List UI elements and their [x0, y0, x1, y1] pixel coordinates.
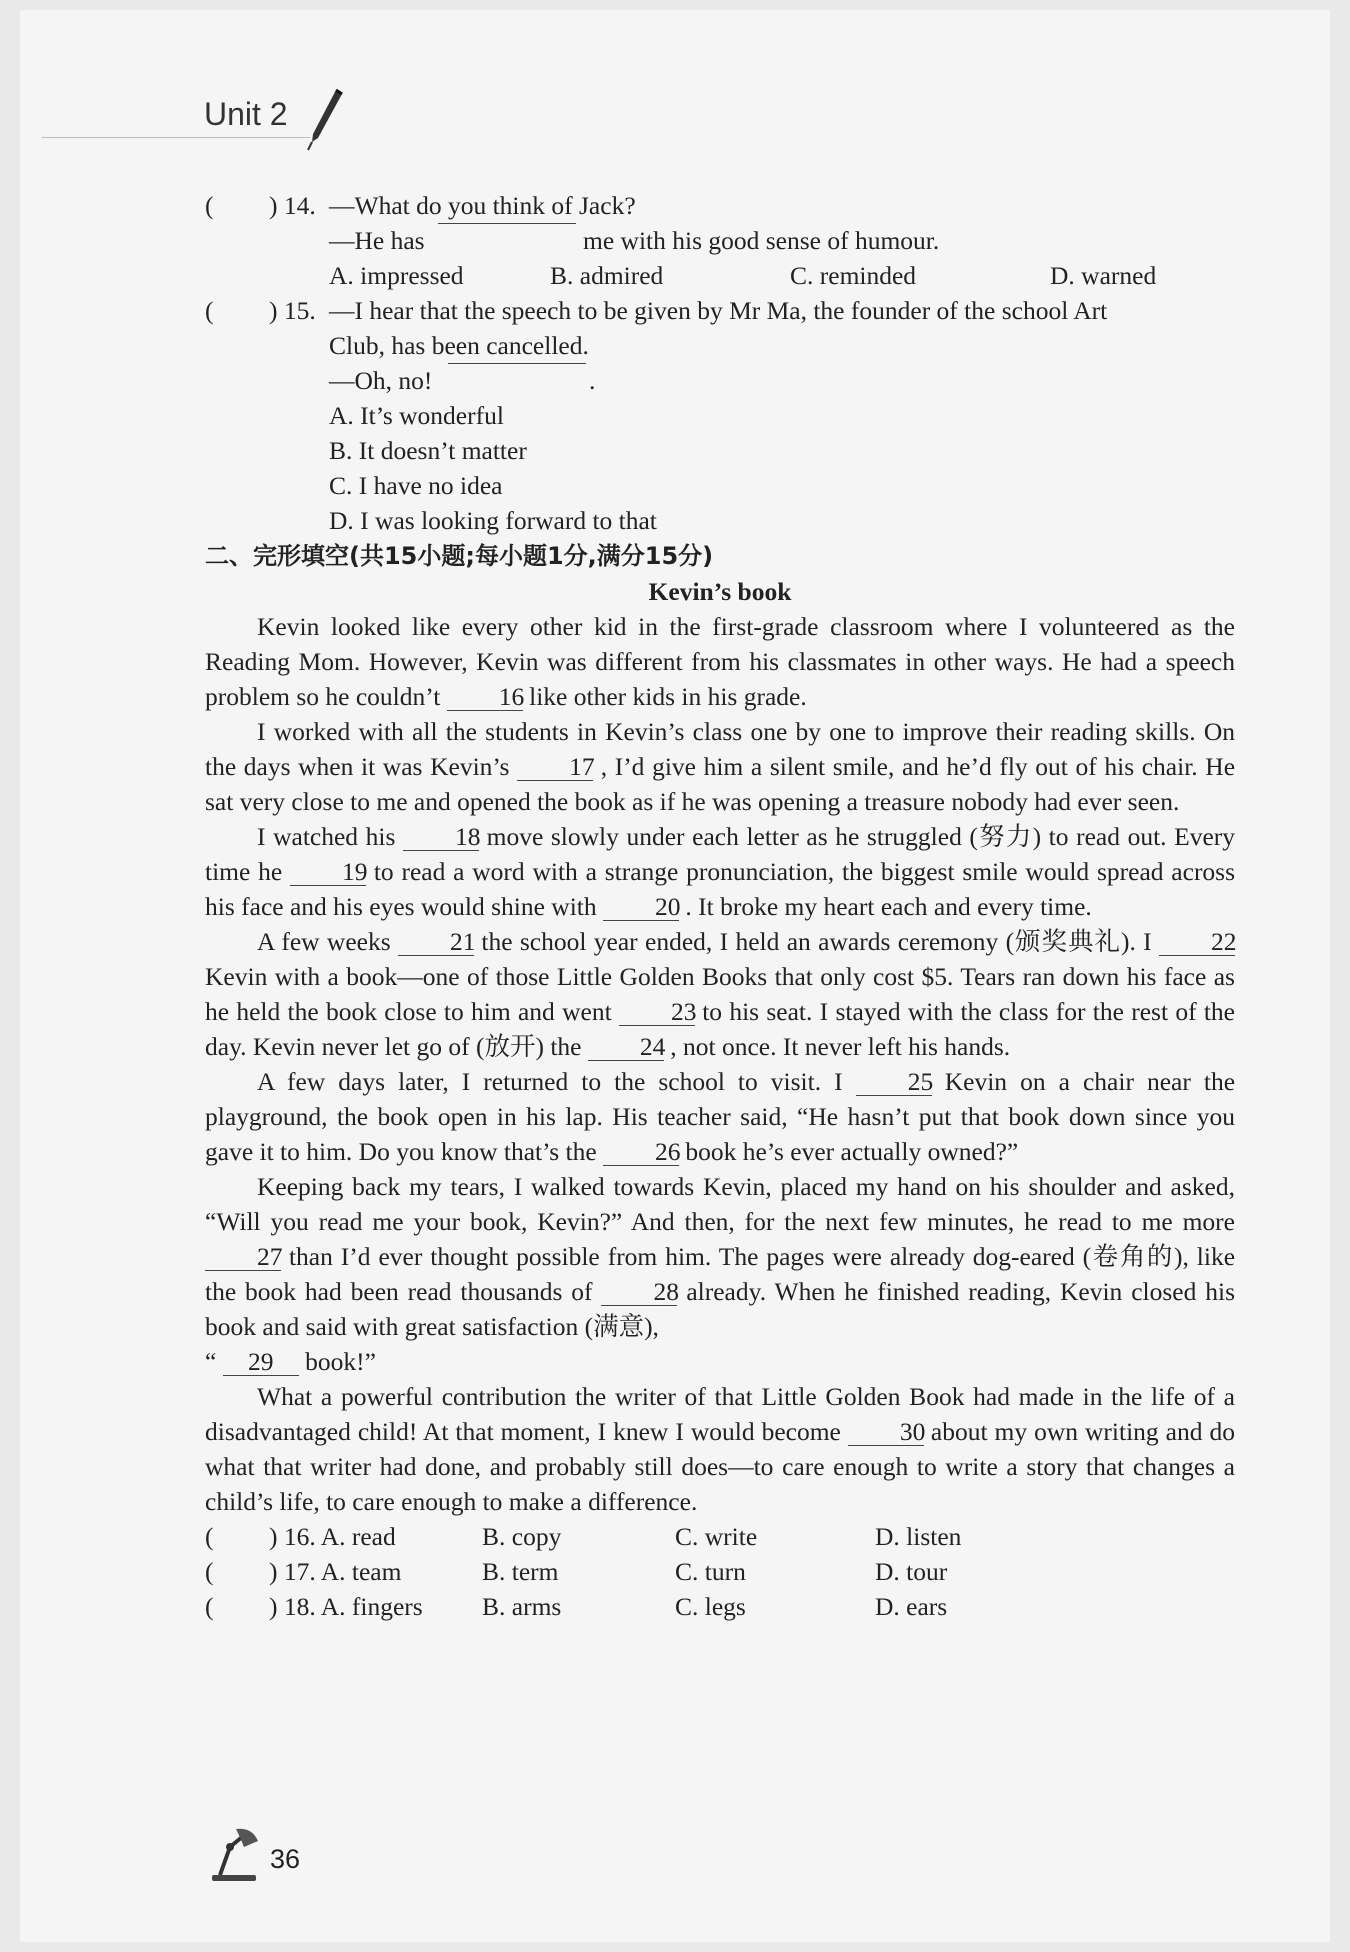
passage-text: to read a word with a strange pronunciation, the biggest smile would spread across his face and his eyes would shine with — [205, 857, 1236, 921]
blank-21[interactable]: 21 — [398, 929, 474, 956]
passage-text: I worked with all the students in Kevin’s class one by one to improve their reading skills. On the days when it was Kevin’s — [205, 717, 1235, 781]
passage-text: already. When he finished reading, Kevin closed his book and said with great satisfaction (满意), — [205, 1277, 1235, 1341]
blank-20[interactable]: 20 — [603, 894, 679, 921]
blank-25[interactable]: 25 — [856, 1069, 932, 1096]
option-b: B. copy — [482, 1522, 562, 1551]
option-d: D. ears — [875, 1592, 948, 1621]
option-c: C. write — [675, 1522, 758, 1551]
header-rule — [42, 137, 310, 138]
desk-lamp-icon — [206, 1825, 266, 1885]
answer-blank[interactable] — [448, 363, 586, 364]
option-d: D. tour — [875, 1557, 948, 1586]
option-b: B. term — [482, 1557, 559, 1586]
answer-options — [205, 1519, 1235, 1624]
paragraph — [205, 1064, 1235, 1169]
option-paren[interactable]: ( — [205, 1557, 214, 1586]
passage-text: move slowly under each letter as he struggled (努力) to read out. Every time he — [205, 822, 1236, 886]
page-sheet — [20, 10, 1330, 1942]
option-num: ) 18. A. fingers — [269, 1592, 423, 1621]
paragraph — [205, 609, 1235, 714]
blank-22[interactable]: 22 — [1159, 929, 1235, 956]
option-c: C. legs — [675, 1592, 746, 1621]
content: ( ) 14. —What do you think of Jack? —He has me with his good sense of humour. A. impressed B. admired C. reminded D. warned ( ) 15. —I hear that the speech to be given by Mr Ma, the founder of the school Art Club, has been cancelled. —Oh, no! . A. It’s wonderful B. It doesn’t matter C. I have no idea D. I was looking forward to that 二、完形填空(共15小题;每小题1分,满分15分) Kevin’s book Kevin looked like every other kid in the first-grade classroom where I volunteered as the Reading Mom. However, Kevin was different from his classmates in other ways. He had a speech problem so he couldn’t 16 like other kids in his grade. I worked with all the students in Kevin’s class one by one to improve their reading skills. On the days when it was Kevin’s 17 , I’d give him a silent smile, and he’d fly out of his chair. He sat very close to me and opened the book as if he was opening a treasure nobody had ever seen. I watched his 18 move slowly under each letter as he struggled (努力) to read out. Every time he 19 to read a word with a strange pronunciation, the biggest smile would spread across his face and his eyes would shine with 20 . It broke my heart each and every time. A few weeks 21 the school year ended, I held an awards ceremony (颁奖典礼). I 22 Kevin with a book—one of those Little Golden Books that only cost $5. Tears ran down his face as he held the book close to him and went 23 to his seat. I stayed with the class for the rest of the day. Kevin never let go of (放开) the 24 , not once. It never left his hands. A few days later, I returned to the school to visit. I 25 Kevin on a chair near the playground, the book open in his lap. His teacher said, “He hasn’t put that book down since you gave it to him. Do you know that’s the 26 book he’s ever actually owned?” Keeping back my tears, I walked towards Kevin, placed my hand on his shoulder and asked, “Will you read me your book, Kevin?” And then, for the next few minutes, he read to me more 27 than I’d ever thought possible from him. The pages were already dog-eared (卷角的), like the book had been read thousands of 28 already. When he finished reading, Kevin closed his book and said with great satisfaction (满意), “ 29 book!” What a powerful contribution the writer of that Little Golden Book had made in the life of a disadvantaged child! At that moment, I knew I would become 30 about my own writing and do what that writer had done, and probably still does—to care enough to write a story that changes a child’s life, to care enough to make a difference. ( ) 16. A. read B. copy C. write D. listen ( ) 17. A. team B. term C. turn D. tour ( ) 18. A. fingers B. arms C. legs D. ears — [205, 188, 1235, 1624]
passage — [205, 609, 1235, 1519]
answer-blank[interactable] — [438, 223, 576, 224]
passage-text: about my own writing and do what that writer had done, and probably still does—to care enough to write a story that changes a child’s life, to care enough to make a difference. — [205, 1417, 1235, 1516]
passage-text: , not once. It never left his hands. — [670, 1032, 1011, 1061]
passage-text: book!” — [305, 1347, 376, 1376]
option-num: ) 17. A. team — [269, 1557, 402, 1586]
option-b: B. arms — [482, 1592, 562, 1621]
paragraph — [205, 1379, 1235, 1519]
paragraph — [205, 1344, 1235, 1379]
option-num: ) 16. A. read — [269, 1522, 396, 1551]
question-15: ( ) 15. —I hear that the speech to be given by Mr Ma, the founder of the school Art — [205, 296, 1108, 325]
answer-row — [205, 1519, 1235, 1554]
blank-19[interactable]: 19 — [290, 859, 366, 886]
passage-text: book he’s ever actually owned?” — [685, 1137, 1019, 1166]
blank-27[interactable]: 27 — [205, 1244, 281, 1271]
paragraph — [205, 924, 1235, 1064]
blank-16[interactable]: 16 — [447, 684, 523, 711]
blank-23[interactable]: 23 — [619, 999, 695, 1026]
question-14: ( ) 14. —What do you think of Jack? — [205, 191, 636, 220]
blank-26[interactable]: 26 — [603, 1139, 679, 1166]
answer-row — [205, 1554, 1235, 1589]
passage-text: Kevin looked like every other kid in the first-grade classroom where I volunteered as the Reading Mom. However, Kevin was different from his classmates in other ways. He had a speech problem so he couldn’t — [205, 612, 1235, 711]
blank-18[interactable]: 18 — [403, 824, 479, 851]
paragraph — [205, 819, 1235, 924]
unit-header: Unit 2 — [204, 96, 288, 132]
pen-icon — [306, 86, 346, 152]
blank-28[interactable]: 28 — [601, 1279, 677, 1306]
passage-text: “ — [205, 1347, 217, 1376]
option-c: C. turn — [675, 1557, 746, 1586]
passage-text: than I’d ever thought possible from him. The pages were already dog-eared (卷角的), like the book had been read thousands of — [205, 1242, 1236, 1306]
page-number: 36 — [270, 1844, 301, 1874]
passage-title: Kevin’s book — [648, 577, 792, 606]
passage-text: What a powerful contribution the writer of that Little Golden Book had made in the life of a disadvantaged child! At that moment, I knew I would become — [205, 1382, 1235, 1446]
option-paren[interactable]: ( — [205, 1522, 214, 1551]
blank-29[interactable]: 29 — [223, 1349, 299, 1376]
passage-text: Keeping back my tears, I walked towards Kevin, placed my hand on his shoulder and asked, “Will you read me your book, Kevin?” And then, for the next few minutes, he read to me more — [205, 1172, 1235, 1236]
section-title: 二、完形填空(共15小题;每小题1分,满分15分) — [205, 542, 714, 570]
option-d: D. listen — [875, 1522, 962, 1551]
passage-text: . It broke my heart each and every time. — [685, 892, 1092, 921]
options-14: A. impressed B. admired C. reminded D. warned — [329, 261, 1157, 290]
passage-text: , I’d give him a silent smile, and he’d fly out of his chair. He sat very close to me and opened the book as if he was opening a treasure nobody had ever seen. — [205, 752, 1236, 816]
blank-24[interactable]: 24 — [588, 1034, 664, 1061]
passage-text: A few days later, I returned to the school to visit. I — [257, 1067, 843, 1096]
passage-text: Kevin on a chair near the playground, the book open in his lap. His teacher said, “He hasn’t put that book down since you gave it to him. Do you know that’s the — [205, 1067, 1236, 1166]
passage-text: I watched his — [257, 822, 396, 851]
blank-30[interactable]: 30 — [848, 1419, 924, 1446]
passage-text: to his seat. I stayed with the class for the rest of the day. Kevin never let go of (放开) the — [205, 997, 1235, 1061]
paragraph — [205, 1169, 1235, 1344]
paragraph — [205, 714, 1235, 819]
option-paren[interactable]: ( — [205, 1592, 214, 1621]
passage-text: A few weeks — [257, 927, 391, 956]
passage-text: like other kids in his grade. — [529, 682, 807, 711]
passage-text: Kevin with a book—one of those Little Golden Books that only cost $5. Tears ran down his face as he held the book close to him and went — [205, 962, 1235, 1026]
blank-17[interactable]: 17 — [517, 754, 593, 781]
passage-text: the school year ended, I held an awards ceremony (颁奖典礼). I — [481, 927, 1152, 956]
answer-row — [205, 1589, 1235, 1624]
